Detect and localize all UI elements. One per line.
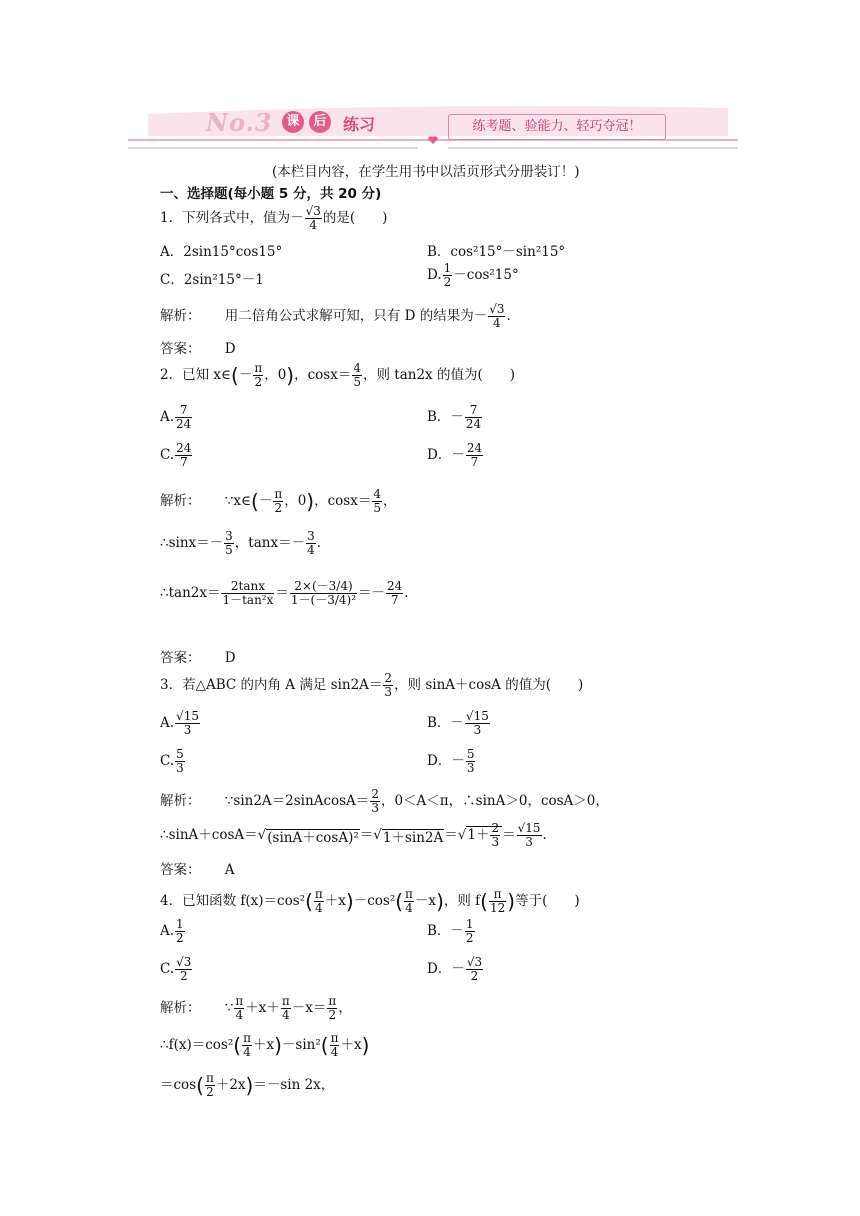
- q2-d-label: D．－: [427, 447, 465, 463]
- analysis-label: 解析：: [160, 308, 201, 324]
- q2-answer-value: D: [224, 650, 236, 666]
- binding-note: (本栏目内容，在学生用书中以活页形式分册装订！): [272, 164, 580, 180]
- q4-line3-b: ＝－sin 2x，: [253, 1077, 335, 1093]
- q3-option-d: D．－ $\frac{5}{3}$: [427, 747, 475, 775]
- analysis-label: 解析：: [160, 493, 201, 509]
- q2-analysis: 解析： ∵x∈(－ $\frac{\pi}{2}$ ，0)，cosx＝ $\frac{4}{5}$ ，: [160, 487, 397, 515]
- q3-a-label: A.: [160, 715, 175, 731]
- q1-stem-b: 的是( ): [322, 210, 388, 226]
- q1-d-prefix: D.: [427, 267, 442, 283]
- q4-stem-c: ，则 f: [443, 893, 481, 909]
- q3-option-a: A. $\frac{√15}{3}$: [160, 709, 199, 737]
- q3-b-label: B．－: [427, 715, 464, 731]
- answer-label: 答案：: [160, 862, 201, 878]
- q2-line3: ∴tan2x＝ $\frac{2\tan x}{\text{1－tan²x}}$ ＝ $\frac{2\times(-3/4)}{\text{1－(－3/4)²}}$ ＝－ $\frac{24}{7}$ .: [160, 579, 409, 607]
- q1-frac: $\frac{√3}{4}$: [305, 204, 321, 232]
- q2-stem-b: ，cosx＝: [294, 367, 352, 383]
- q3-answer-value: A: [224, 862, 235, 878]
- q4-line2: ∴f(x)＝cos²( $\frac{\pi}{4}$ ＋x)－sin²( $\frac{\pi}{4}$ ＋x): [160, 1031, 370, 1059]
- q1-answer: [160, 337, 236, 357]
- q2-stem-a: 2．已知 x∈: [160, 367, 231, 383]
- q4-option-d: D．－ $\frac{√3}{2}$: [427, 955, 483, 983]
- q3-stem-b: ，则 sinA＋cosA 的值为( ): [394, 677, 584, 693]
- q2-a-label: A.: [160, 409, 175, 425]
- banner-practice: 练习: [343, 115, 376, 134]
- q4-option-b: B．－ $\frac{1}{2}$: [427, 917, 474, 945]
- q1-option-c: C．2sin²15°－1: [160, 272, 264, 288]
- q3-c-label: C.: [160, 753, 175, 769]
- q4-option-a: A. $\frac{1}{2}$: [160, 917, 184, 945]
- banner-circle-2: 后: [309, 111, 331, 133]
- q2-stem-c: ，则 tan2x 的值为( ): [362, 367, 515, 383]
- q1-stem: [160, 205, 387, 232]
- q3-analysis-text: ∵sin2A＝2sinAcosA＝: [224, 793, 370, 809]
- q2-line3-a: ∴tan2x＝: [160, 585, 221, 601]
- analysis-label: 解析：: [160, 1000, 201, 1016]
- q2-option-d: D．－ $\frac{24}{7}$: [427, 441, 483, 469]
- q1-option-a: A．2sin15°cos15°: [160, 244, 283, 260]
- q1-option-b: B．cos²15°－sin²15°: [427, 244, 566, 260]
- q4-d-label: D．－: [427, 961, 465, 977]
- q1-analysis-text: 用二倍角公式求解可知，只有 D 的结果为－: [224, 308, 488, 324]
- q2-b-label: B．－: [427, 409, 464, 425]
- q4-b-label: B．－: [427, 923, 464, 939]
- banner-slogan: 练考题、验能力、轻巧夺冠！: [448, 114, 666, 140]
- q2-c-label: C.: [160, 447, 175, 463]
- q4-line3-a: ＝cos: [160, 1077, 197, 1093]
- q4-c-label: C.: [160, 961, 175, 977]
- q4-stem: 4．已知函数 f(x)＝cos²( $\frac{\pi}{4}$ ＋x)－cos²( $\frac{\pi}{4}$ －x)，则 f( $\frac{\pi}{12}$ )等于( ): [160, 887, 580, 915]
- q1-option-d: D. $\frac{1}{2}$ －cos²15°: [427, 261, 519, 289]
- q3-analysis-b: ，0＜A＜π，∴sinA＞0，cosA＞0，: [380, 793, 609, 809]
- q1-answer-value: D: [224, 341, 236, 357]
- analysis-label: 解析：: [160, 793, 201, 809]
- q3-stem-a: 3．若△ABC 的内角 A 满足 sin2A＝: [160, 677, 383, 693]
- q2-option-c: C. $\frac{24}{7}$: [160, 441, 192, 469]
- q3-option-c: C. $\frac{5}{3}$: [160, 747, 184, 775]
- q1-d-suffix: －cos²15°: [453, 267, 519, 283]
- section-title: 一、选择题(每小题 5 分，共 20 分): [160, 186, 382, 202]
- q2-line2-a: ∴sinx＝－: [160, 535, 224, 551]
- q1-stem-a: 1．下列各式中，值为－: [160, 210, 304, 226]
- q3-answer: [160, 858, 235, 878]
- q4-line3: ＝cos( $\frac{\pi}{2}$ ＋2x)＝－sin 2x，: [160, 1071, 335, 1099]
- banner-circle-1: 课: [282, 111, 304, 133]
- q4-option-c: C. $\frac{√3}{2}$: [160, 955, 192, 983]
- q1-analysis: 解析： 用二倍角公式求解可知，只有 D 的结果为－ $\frac{√3}{4}$ .: [160, 302, 511, 330]
- q3-d-label: D．－: [427, 753, 465, 769]
- q4-stem-d: 等于( ): [515, 893, 580, 909]
- q4-line2-b: －sin²: [281, 1037, 321, 1053]
- q4-stem-b: －cos²: [353, 893, 396, 909]
- q4-a-label: A.: [160, 923, 175, 939]
- answer-label: 答案：: [160, 341, 201, 357]
- answer-label: 答案：: [160, 650, 201, 666]
- banner-number: No.3: [206, 108, 273, 137]
- q3-analysis: 解析： ∵sin2A＝2sinAcosA＝ $\frac{2}{3}$ ，0＜A＜π，∴sinA＞0，cosA＞0，: [160, 787, 609, 815]
- q2-answer: [160, 646, 236, 666]
- q3-stem: 3．若△ABC 的内角 A 满足 sin2A＝ $\frac{2}{3}$ ，则 sinA＋cosA 的值为( ): [160, 671, 584, 699]
- q3-line2-a: ∴sinA＋cosA＝: [160, 827, 258, 843]
- q2-line2: ∴sinx＝－ $\frac{3}{5}$ ，tanx＝－ $\frac{3}{4}$ .: [160, 529, 322, 557]
- q2-option-b: B．－ $\frac{7}{24}$: [427, 403, 482, 431]
- q2-line2-b: ，tanx＝－: [234, 535, 306, 551]
- q2-option-a: A. $\frac{7}{24}$: [160, 403, 192, 431]
- q3-option-b: B．－ $\frac{√15}{3}$: [427, 709, 489, 737]
- q2-stem: 2．已知 x∈(－ $\frac{\pi}{2}$ ，0)，cosx＝ $\frac{4}{5}$ ，则 tan2x 的值为( ): [160, 361, 515, 389]
- q4-line2-a: ∴f(x)＝cos²: [160, 1037, 234, 1053]
- q3-line2: ∴sinA＋cosA＝√(sinA＋cosA)²＝√1＋sin2A＝√1＋ $\frac{2}{3}$ ＝ $\frac{√15}{3}$ .: [160, 821, 547, 849]
- q4-analysis: 解析： ∵ $\frac{\pi}{4}$ ＋x＋ $\frac{\pi}{4}$ －x＝ $\frac{\pi}{2}$ ，: [160, 994, 352, 1022]
- q4-stem-a: 4．已知函数 f(x)＝cos²: [160, 893, 306, 909]
